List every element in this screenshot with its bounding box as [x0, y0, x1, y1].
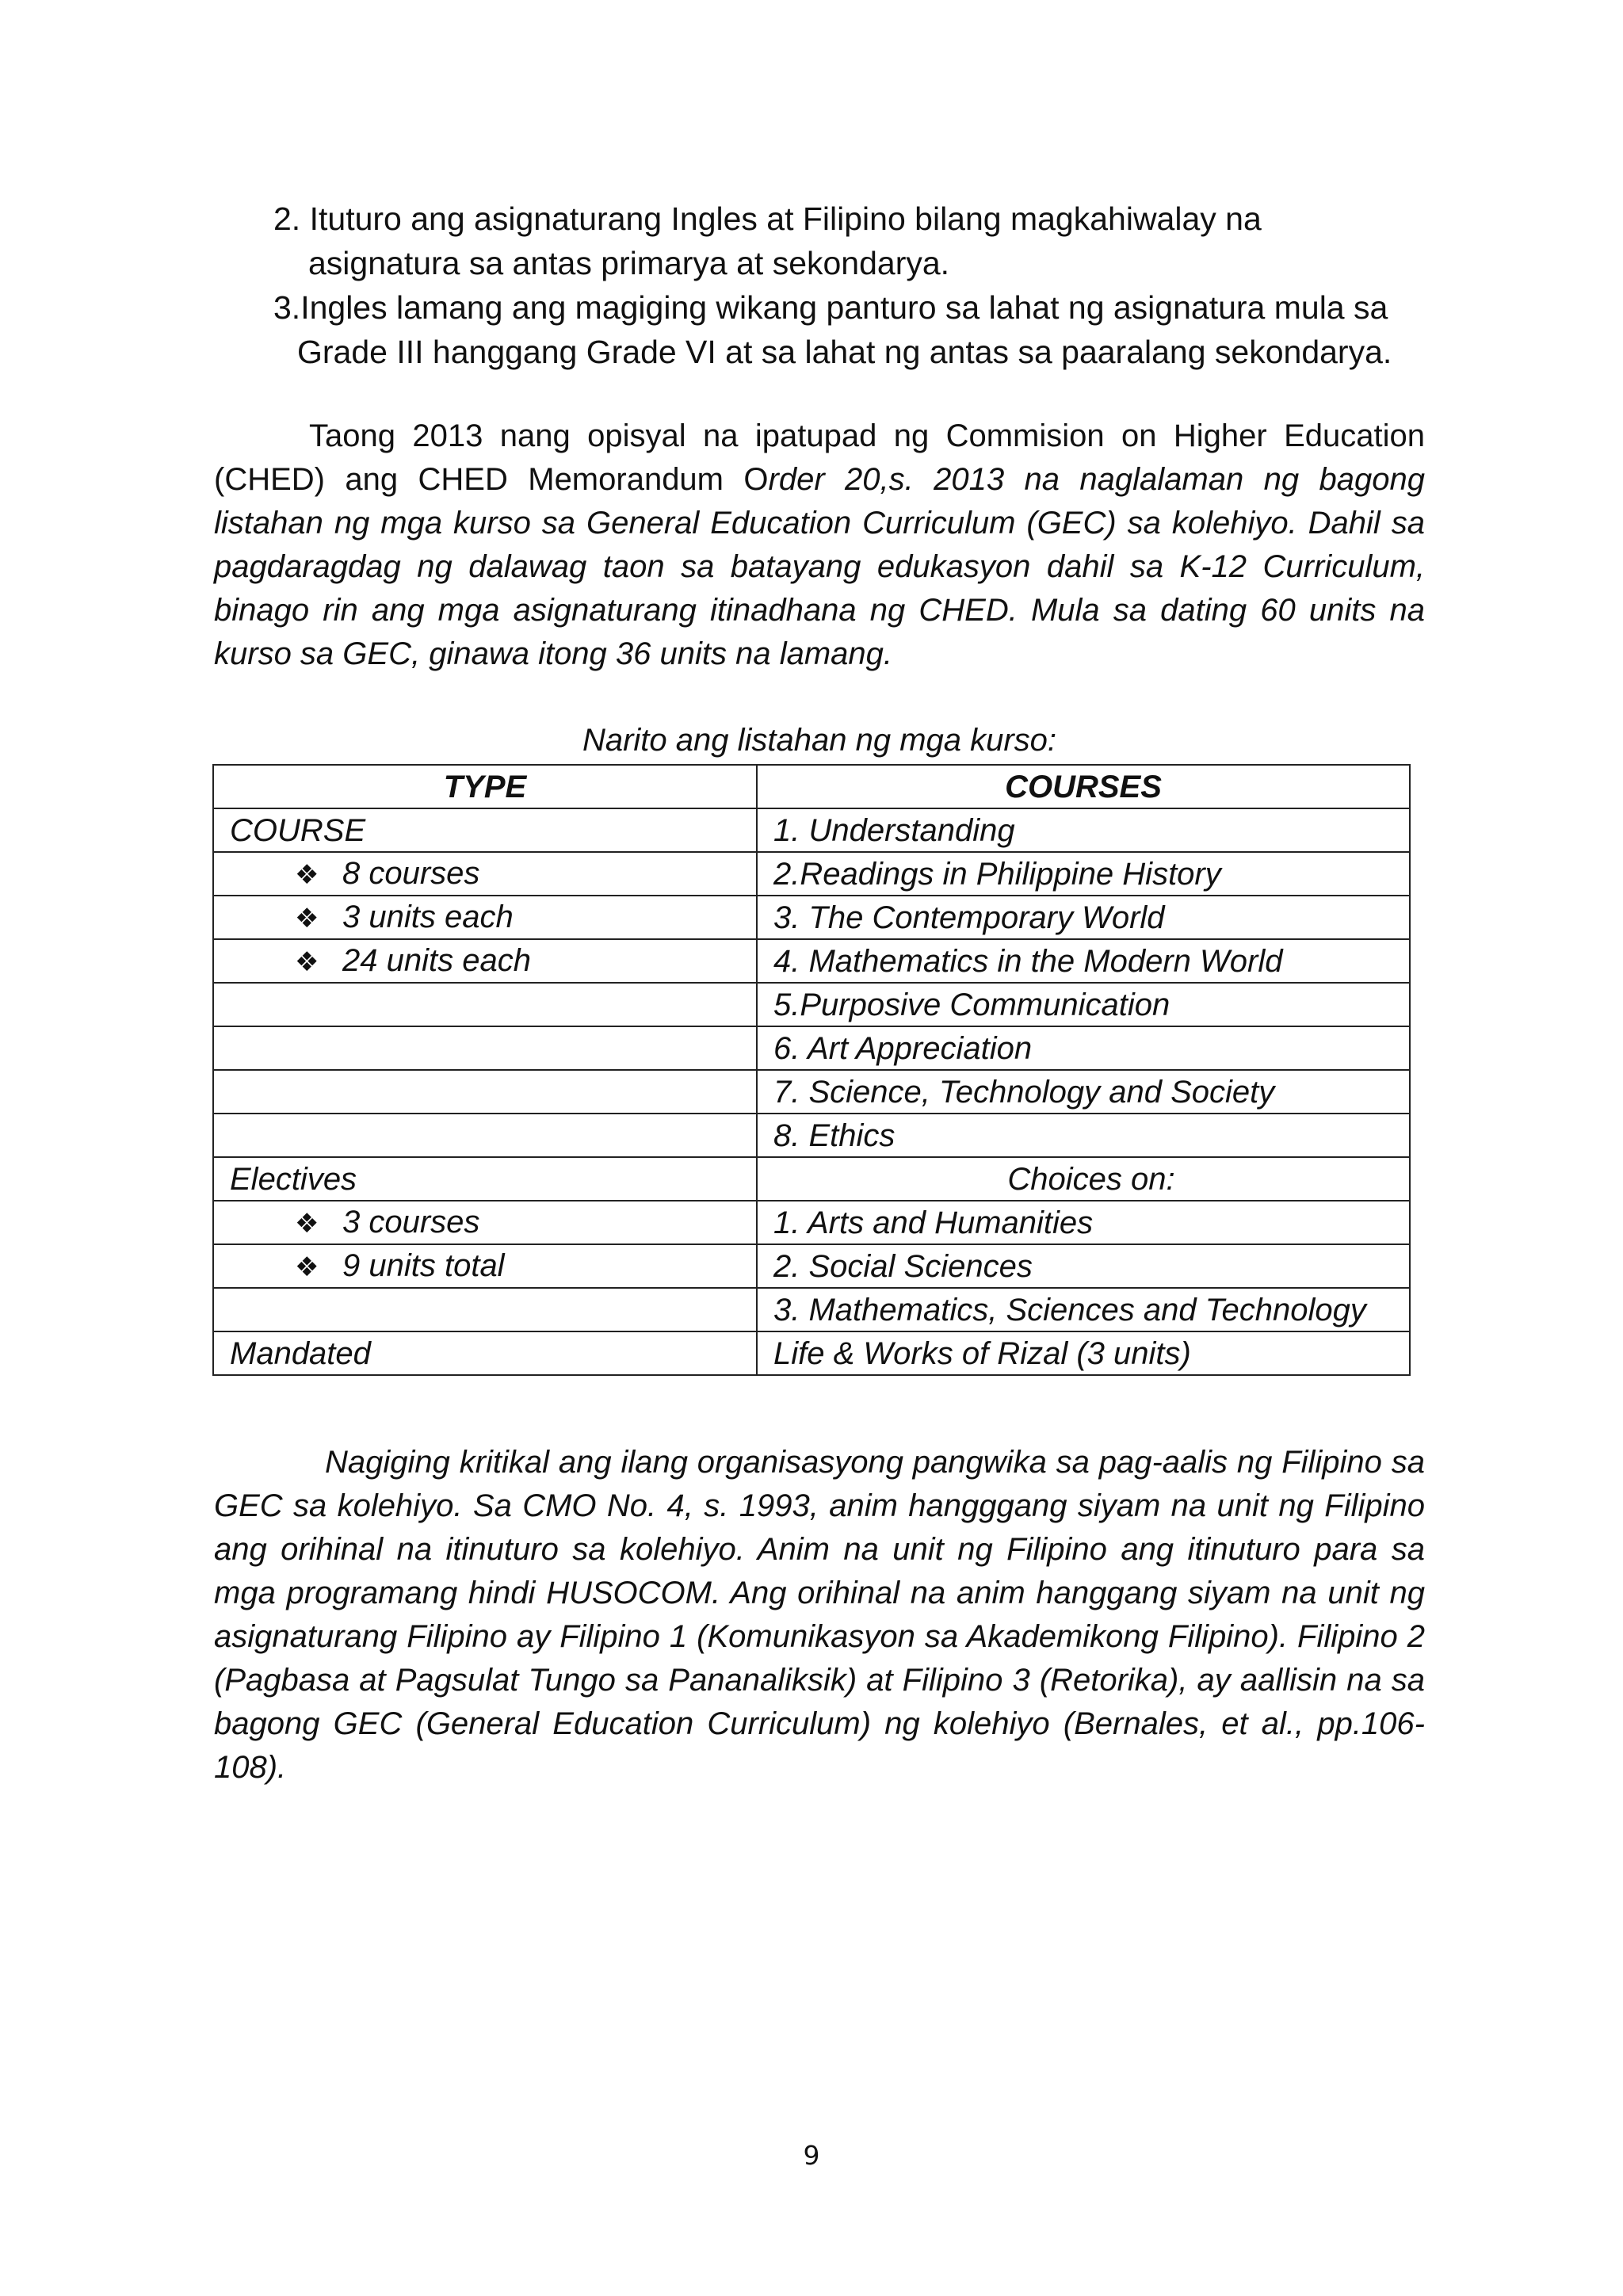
- type-cell: [213, 896, 757, 939]
- table-row: [213, 896, 1410, 939]
- paragraph-filipino-removal: [214, 1441, 1425, 1790]
- course-cell: 1. Arts and Humanities: [757, 1201, 1410, 1244]
- table-caption: Narito ang listahan ng mga kurso:: [582, 723, 1057, 758]
- course-cell: 2.Readings in Philippine History: [757, 852, 1410, 896]
- course-cell: 7. Science, Technology and Society: [757, 1070, 1410, 1114]
- type-header: TYPE: [213, 765, 757, 808]
- course-cell: 6. Art Appreciation: [757, 1026, 1410, 1070]
- paragraph-ched-memorandum: [214, 415, 1425, 676]
- table-row: [213, 1244, 1410, 1288]
- list-item-number: 2.: [273, 201, 301, 237]
- table-row: [213, 939, 1410, 983]
- course-cell: 3. The Contemporary World: [757, 896, 1410, 939]
- course-cell: 3. Mathematics, Sciences and Technology: [757, 1288, 1410, 1331]
- list-item: [273, 197, 1438, 285]
- table-row: [213, 852, 1410, 896]
- diamond-bullet-icon: ❖: [295, 946, 319, 977]
- type-cell: [213, 1244, 757, 1288]
- course-cell: 5.Purposive Communication: [757, 983, 1410, 1026]
- type-text: 3 courses: [342, 1204, 480, 1240]
- diamond-bullet-icon: ❖: [295, 903, 319, 934]
- table-row: [213, 1331, 1410, 1375]
- type-cell: [213, 1114, 757, 1157]
- type-cell: Mandated: [213, 1331, 757, 1375]
- table-row: [213, 1026, 1410, 1070]
- paragraph-italic-text: rder 20,s. 2013 na naglalaman ng bagong listahan ng mga kurso sa General Education Curriculum (GEC) sa kolehiyo. Dahil sa pagdaragdag ng dalawag taon sa batayang edukasyon dahil sa K-12 Curriculum, binago rin ang mga asignaturang itinadhana ng CHED. Mula sa dating 60 units na kurso sa GEC, ginawa itong 36 units na lamang.: [214, 462, 1425, 671]
- table-row: [213, 1114, 1410, 1157]
- course-cell: 4. Mathematics in the Modern World: [757, 939, 1410, 983]
- type-cell: [213, 1201, 757, 1244]
- type-cell: [213, 939, 757, 983]
- type-text: 9 units total: [342, 1247, 505, 1283]
- type-text: 3 units each: [342, 899, 514, 934]
- course-cell: 1. Understanding: [757, 808, 1410, 852]
- table-row: [213, 1201, 1410, 1244]
- diamond-bullet-icon: ❖: [295, 1208, 319, 1239]
- list-item-continuation: asignatura sa antas primarya at sekondarya.: [308, 245, 950, 281]
- course-cell: Choices on:: [757, 1157, 1410, 1201]
- list-item-number: 3.: [273, 289, 301, 326]
- list-item-text: Ituturo ang asignaturang Ingles at Filipino bilang magkahiwalay na: [309, 201, 1262, 237]
- courses-table: [212, 764, 1411, 1376]
- list-item-continuation: Grade III hanggang Grade VI at sa lahat ng antas sa paaralang sekondarya.: [297, 334, 1392, 370]
- diamond-bullet-icon: ❖: [295, 1251, 319, 1282]
- type-cell: [213, 1288, 757, 1331]
- type-text: 24 units each: [342, 942, 531, 978]
- numbered-list: [273, 197, 1438, 374]
- courses-header: COURSES: [757, 765, 1410, 808]
- type-cell: [213, 852, 757, 896]
- type-cell: COURSE: [213, 808, 757, 852]
- course-cell: 2. Social Sciences: [757, 1244, 1410, 1288]
- table-row: [213, 983, 1410, 1026]
- table-row: [213, 1157, 1410, 1201]
- paragraph-normal-text: Taong 2013 nang opisyal na ipatupad ng Commision on Higher Education (CHED) ang CHED Memorandum O: [214, 418, 1425, 497]
- type-cell: [213, 1070, 757, 1114]
- course-cell: 8. Ethics: [757, 1114, 1410, 1157]
- type-text: 8 courses: [342, 855, 480, 891]
- page-number: 9: [803, 2140, 820, 2171]
- course-cell: Life & Works of Rizal (3 units): [757, 1331, 1410, 1375]
- type-cell: [213, 1026, 757, 1070]
- table-row: [213, 1070, 1410, 1114]
- table-header-row: [213, 765, 1410, 808]
- diamond-bullet-icon: ❖: [295, 859, 319, 890]
- type-cell: Electives: [213, 1157, 757, 1201]
- type-cell: [213, 983, 757, 1026]
- paragraph-italic-text: Nagiging kritikal ang ilang organisasyong pangwika sa pag-aalis ng Filipino sa GEC sa kolehiyo. Sa CMO No. 4, s. 1993, anim hangggang siyam na unit ng Filipino ang orihinal na itinuturo sa kolehiyo. Anim na unit ng Filipino ang itinuturo para sa mga programang hindi HUSOCOM. Ang orihinal na anim hanggang siyam na unit ng asignaturang Filipino ay Filipino 1 (Komunikasyon sa Akademikong Filipino). Filipino 2 (Pagbasa at Pagsulat Tungo sa Pananaliksik) at Filipino 3 (Retorika), ay aallisin na sa bagong GEC (General Education Curriculum) ng kolehiyo (Bernales, et al., pp.106-108).: [214, 1445, 1425, 1785]
- list-item: [273, 285, 1438, 374]
- table-row: [213, 808, 1410, 852]
- table-row: [213, 1288, 1410, 1331]
- list-item-text: Ingles lamang ang magiging wikang panturo sa lahat ng asignatura mula sa: [300, 289, 1388, 326]
